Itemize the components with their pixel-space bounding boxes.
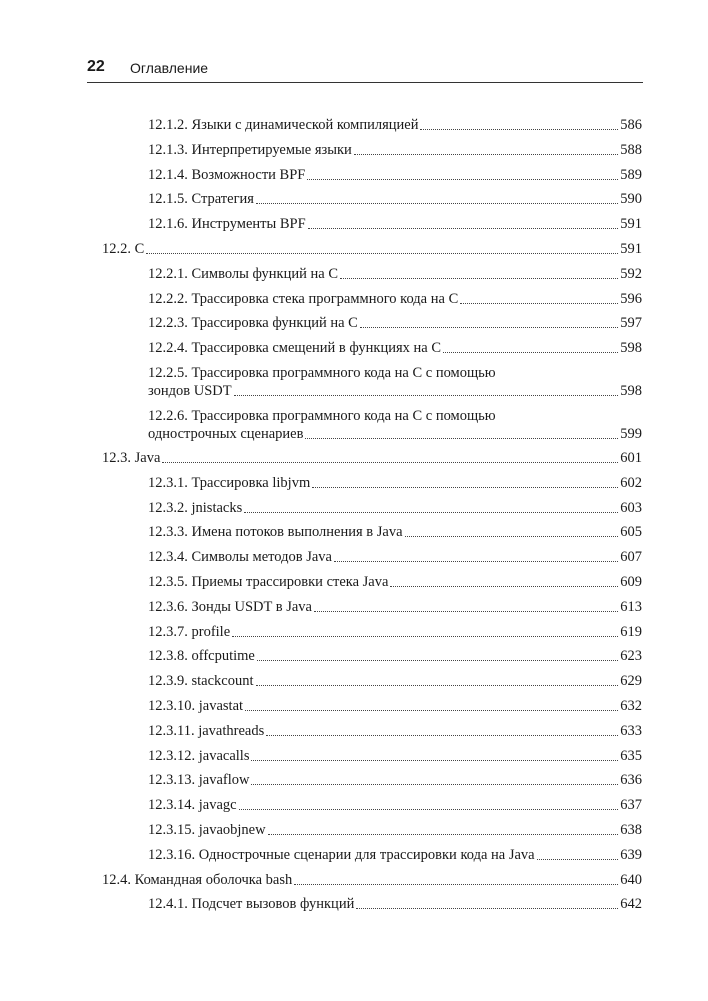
toc-entry-page-number: 639 xyxy=(620,846,642,863)
dot-leader xyxy=(257,659,618,661)
toc-entry-page-number: 596 xyxy=(620,290,642,307)
toc-entry-title: 12.3.5. Приемы трассировки стека Java xyxy=(148,574,389,590)
toc-entry[interactable] xyxy=(148,474,642,492)
dot-leader xyxy=(294,883,618,885)
toc-entry[interactable] xyxy=(102,449,642,467)
toc-entry-title: 12.1.3. Интерпретируемые языки xyxy=(148,141,352,158)
toc-entry-title: 12.3.13. javaflow xyxy=(148,772,250,789)
toc-entry[interactable] xyxy=(148,697,642,715)
toc-entry-page-number: 602 xyxy=(620,474,642,491)
toc-entry[interactable] xyxy=(148,407,642,443)
toc-entry[interactable] xyxy=(148,523,642,541)
toc-entry[interactable] xyxy=(148,314,642,332)
toc-entry[interactable] xyxy=(148,339,642,357)
dot-leader xyxy=(354,153,618,155)
dot-leader xyxy=(245,709,618,711)
toc-entry[interactable] xyxy=(148,573,642,591)
dot-leader xyxy=(162,461,618,463)
dot-leader xyxy=(305,437,618,439)
toc-entry-title: 12.1.4. Возможности BPF xyxy=(148,166,306,183)
toc-entry-title: 12.1.2. Языки с динамической компиляцией xyxy=(148,117,419,133)
toc-entry-title: 12.3.15. javaobjnew xyxy=(148,822,266,838)
toc-entry-title: 12.3.2. jnistacks xyxy=(148,499,243,516)
dot-leader xyxy=(251,783,618,785)
toc-entry-title-line1: 12.2.5. Трассировка программного кода на C с помощью xyxy=(148,365,496,381)
toc-entry-title: 12.2.2. Трассировка стека программного кода на C xyxy=(148,290,459,307)
toc-entry-title: однострочных сценариев xyxy=(148,425,304,442)
toc-entry-title: 12.3.8. offcputime xyxy=(148,648,255,665)
toc-entry-page-number: 619 xyxy=(620,623,642,640)
toc-entry[interactable] xyxy=(148,141,642,159)
toc-entry-page-number: 592 xyxy=(620,265,642,282)
toc-entry[interactable] xyxy=(148,190,642,208)
toc-entry-page-number: 598 xyxy=(620,340,642,357)
dot-leader xyxy=(314,610,618,612)
toc-entry[interactable] xyxy=(148,796,642,814)
toc-entry[interactable] xyxy=(148,166,642,184)
toc-entry-title-line1: 12.2.6. Трассировка программного кода на C с помощью xyxy=(148,407,496,424)
dot-leader xyxy=(234,394,619,396)
toc-entry-page-number: 586 xyxy=(620,117,642,133)
toc-entry-title: зондов USDT xyxy=(148,383,232,399)
toc-entry[interactable] xyxy=(148,265,642,283)
toc-entry-page-number: 638 xyxy=(620,822,642,838)
toc-entry-title: 12.3.9. stackcount xyxy=(148,673,254,690)
toc-entry-page-number: 605 xyxy=(620,524,642,541)
toc-entry[interactable] xyxy=(148,846,642,864)
dot-leader xyxy=(405,535,619,537)
dot-leader xyxy=(244,511,618,513)
toc-entry-page-number: 591 xyxy=(620,216,642,233)
toc-entry-page-number: 632 xyxy=(620,698,642,714)
toc-entry[interactable] xyxy=(148,598,642,616)
toc-entry-title: 12.2. C xyxy=(102,241,145,257)
dot-leader xyxy=(334,560,618,562)
toc-entry-page-number: 637 xyxy=(620,797,642,814)
dot-leader xyxy=(443,351,618,353)
toc-entry-page-number: 603 xyxy=(620,499,642,516)
toc-entry-title: 12.2.3. Трассировка функций на C xyxy=(148,315,358,332)
toc-entry-title: 12.4. Командная оболочка bash xyxy=(102,871,293,888)
dot-leader xyxy=(390,585,618,587)
dot-leader xyxy=(420,128,618,130)
toc-entry-title: 12.3.7. profile xyxy=(148,623,231,640)
toc-entry-title: 12.3.10. javastat xyxy=(148,698,244,714)
toc-entry-page-number: 591 xyxy=(620,241,642,257)
toc-entry-page-number: 589 xyxy=(620,166,642,183)
dot-leader xyxy=(146,252,618,254)
toc-entry-page-number: 636 xyxy=(620,772,642,789)
dot-leader xyxy=(232,635,618,637)
toc-entry[interactable] xyxy=(148,116,642,134)
running-title: Оглавление xyxy=(130,60,209,76)
toc-entry[interactable] xyxy=(148,672,642,690)
toc-entry-page-number: 588 xyxy=(620,141,642,158)
dot-leader xyxy=(251,759,618,761)
toc-entry-title: 12.4.1. Подсчет вызовов функций xyxy=(148,896,355,913)
dot-leader xyxy=(308,227,619,229)
dot-leader xyxy=(312,486,618,488)
toc-entry-page-number: 629 xyxy=(620,673,642,690)
toc-entry[interactable] xyxy=(148,364,642,400)
toc-entry-page-number: 613 xyxy=(620,598,642,615)
toc-entry-page-number: 607 xyxy=(620,549,642,566)
dot-leader xyxy=(268,833,619,835)
toc-entry[interactable] xyxy=(148,747,642,765)
toc-entry-title: 12.3.6. Зонды USDT в Java xyxy=(148,598,312,615)
toc-entry-page-number: 623 xyxy=(620,648,642,665)
toc-entry[interactable] xyxy=(148,215,642,233)
toc-entry[interactable] xyxy=(148,771,642,789)
toc-entry-page-number: 601 xyxy=(620,450,642,466)
toc-entry-page-number: 642 xyxy=(620,896,642,913)
toc-entry-page-number: 598 xyxy=(620,383,642,399)
toc-entry[interactable] xyxy=(102,871,642,889)
toc-entry-title: 12.1.6. Инструменты BPF xyxy=(148,216,306,233)
toc-entry[interactable] xyxy=(148,647,642,665)
page-number: 22 xyxy=(87,58,105,75)
dot-leader xyxy=(537,858,619,860)
toc-entry-title: 12.2.4. Трассировка смещений в функциях на C xyxy=(148,340,442,357)
toc-entry-page-number: 599 xyxy=(620,425,642,442)
dot-leader xyxy=(360,326,618,328)
toc-entry[interactable] xyxy=(148,895,642,913)
dot-leader xyxy=(256,202,618,204)
toc-entry-title: 12.3. Java xyxy=(102,450,161,466)
dot-leader xyxy=(256,684,619,686)
toc-entry[interactable] xyxy=(148,290,642,308)
toc-entry[interactable] xyxy=(148,548,642,566)
toc-entry-title: 12.2.1. Символы функций на C xyxy=(148,265,339,282)
dot-leader xyxy=(340,277,618,279)
toc-entry-page-number: 633 xyxy=(620,722,642,739)
dot-leader xyxy=(356,907,618,909)
toc-entry-page-number: 597 xyxy=(620,315,642,332)
toc-entry-page-number: 590 xyxy=(620,191,642,208)
toc-entry-title: 12.3.11. javathreads xyxy=(148,722,265,739)
dot-leader xyxy=(307,178,618,180)
toc-entry[interactable] xyxy=(148,722,642,740)
toc-entry-page-number: 635 xyxy=(620,747,642,764)
dot-leader xyxy=(266,734,618,736)
dot-leader xyxy=(460,302,618,304)
toc-entry-title: 12.1.5. Стратегия xyxy=(148,191,254,208)
toc-entry-title: 12.3.3. Имена потоков выполнения в Java xyxy=(148,524,403,541)
toc-entry[interactable] xyxy=(148,623,642,641)
toc-entry[interactable] xyxy=(102,240,642,258)
toc-entry-title: 12.3.16. Однострочные сценарии для трассировки кода на Java xyxy=(148,846,535,863)
toc-entry-page-number: 609 xyxy=(620,574,642,590)
toc-entry[interactable] xyxy=(148,821,642,839)
dot-leader xyxy=(239,808,619,810)
toc-entry-page-number: 640 xyxy=(620,871,642,888)
toc-entry-title: 12.3.12. javacalls xyxy=(148,747,250,764)
toc-entry[interactable] xyxy=(148,499,642,517)
toc-entry-title: 12.3.14. javagc xyxy=(148,797,237,814)
toc-entry-title: 12.3.4. Символы методов Java xyxy=(148,549,332,566)
toc-entry-title: 12.3.1. Трассировка libjvm xyxy=(148,474,311,491)
